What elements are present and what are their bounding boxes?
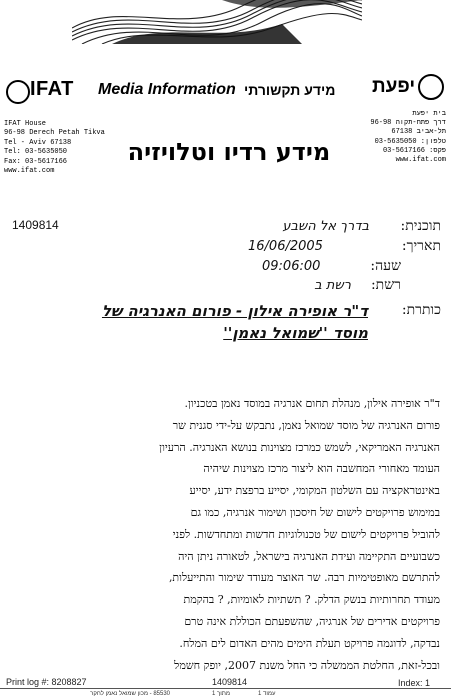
- logo-left-text: IFAT: [30, 78, 74, 100]
- document-number: 1409814: [12, 218, 59, 232]
- address-right-line: www.ifat.com: [395, 156, 446, 165]
- body-line: במימוש פרויקטים לישום של חיסכון ושימור אנרגיה, כמו גם: [190, 505, 440, 519]
- program-value: בדרך אל השבע: [282, 219, 369, 234]
- date-value: 16/06/2005: [248, 239, 323, 254]
- footer-doc-number: 1409814: [212, 677, 248, 687]
- page-headline: מידע רדיו וטלויזיה: [127, 138, 331, 166]
- address-left-line: Tel - Aviv 67138: [4, 138, 72, 147]
- footer-index: Index: 1: [398, 678, 431, 688]
- footer-small-mid2: עמוד 1: [258, 691, 276, 697]
- body-line: באינטראקציה עם השלטון המקומי, יסייע ברפצת ידע, יסייע: [189, 484, 440, 498]
- body-line: להוביל פרויקטים לישום של טכנולוגיות חדשות ומתחדשות. לפני: [172, 527, 440, 541]
- time-label: שעה:: [370, 258, 401, 274]
- body-line: מעודד תחרותיות בנשק הדלק. ? תשתיות לאומיות, ? בהקמת: [183, 593, 440, 607]
- network-label: רשת:: [370, 277, 401, 293]
- time-value: 09:06:00: [262, 259, 321, 274]
- address-left-line: IFAT House: [4, 120, 47, 128]
- program-label: תוכנית:: [400, 218, 441, 234]
- footer-small-mid1: מתוך 1: [212, 691, 231, 697]
- address-left-line: Fax: 03-5617166: [4, 157, 68, 166]
- network-value: רשת ב: [314, 278, 351, 293]
- logo-right-text: יפעת: [372, 76, 416, 97]
- body-line: נבדקה, לדוגמה פרויקט תעלת הימים מהים האדום לים המלח.: [179, 636, 440, 650]
- address-right: [358, 110, 446, 165]
- body-line: כשבועיים התקיימה ועידת האנרגיה בישראל, לטאורה ניתן היה: [178, 549, 440, 563]
- ifat-logo-right-icon: [418, 74, 444, 100]
- address-right-line: פקס: 03-5617166: [382, 146, 446, 155]
- address-left-line: 96-98 Derech Petah Tikva: [4, 129, 105, 138]
- address-right-line: בית יפעת: [412, 110, 446, 118]
- address-left: [4, 120, 105, 176]
- address-right-line: טלפון: 03-5635050: [374, 137, 446, 146]
- body-line: ובכל-זאת, החלטת הממשלה כי החל משנת 2007, יופק חשמל: [174, 658, 440, 672]
- address-left-line: Tel: 03-5635050: [4, 148, 68, 157]
- body-line: העומד מאחורי המחשבה הוא ליצור מרכז מצוינות שיהיה: [203, 462, 440, 476]
- transcript-body: [22, 393, 440, 676]
- body-line: ד"ר אופירה אילון, מנהלת תחום אנרגיה במוסד נאמן בטכניון.: [184, 397, 440, 410]
- subject-title: [40, 300, 368, 344]
- footer-print-log: Print log #: 8208827: [6, 677, 87, 687]
- subject-line-2: מוסד ''שמואל נאמן'': [223, 324, 368, 342]
- subject-line-1: ד"ר אופירה אילון - פורום האנרגיה של: [101, 302, 368, 320]
- subject-label: כותרת:: [401, 302, 441, 318]
- footer-small-left: 85530 - מכון שמואל נאמן לחקר: [90, 691, 170, 697]
- address-left-line: www.ifat.com: [4, 167, 55, 176]
- footer-divider: [0, 688, 451, 689]
- address-right-line: דרך פתח-תקוה 96-98: [370, 119, 446, 128]
- body-line: פרויקטים אדירים של אנרגיה, שהשפעתם הכוללת אינה טרם: [184, 614, 440, 628]
- date-label: תאריך:: [401, 238, 441, 254]
- header-swoosh-graphic: [72, 0, 362, 44]
- body-line: פורום האנרגיה של מוסד שמואל נאמן, נתבקש על-ידי סגנית שר: [172, 418, 440, 432]
- body-line: האנרגיה האמריקאי, לשמש כמרכז מצוינות בנושא האנרגיה. הרעיון: [159, 440, 440, 454]
- body-line: להתרשם מאופטימיות רבה. שר האוצר מעודד שימור והתייעלות,: [168, 571, 440, 585]
- logo-right-tagline: מידע תקשורתי: [244, 82, 336, 98]
- ifat-logo-left-icon: [6, 80, 30, 104]
- address-right-line: תל-אביב 67138: [391, 128, 446, 137]
- logo-left-tagline: Media Information: [98, 81, 236, 98]
